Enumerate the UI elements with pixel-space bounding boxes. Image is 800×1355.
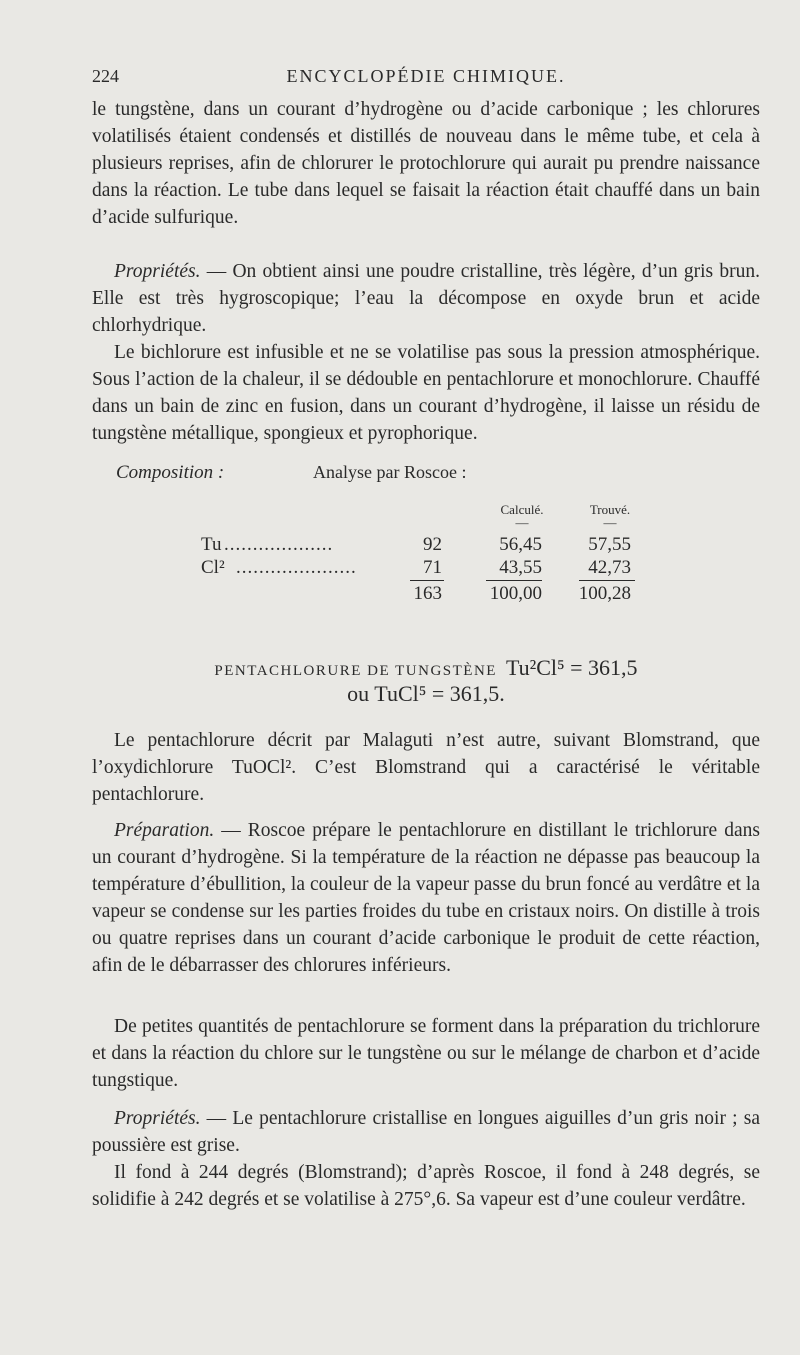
paragraph-properties-pentachloride [92, 1105, 760, 1159]
column-header-found: Trouvé. [589, 502, 631, 517]
column-dash: — [515, 515, 529, 530]
total-value: 163 [413, 583, 442, 604]
total-rule [579, 580, 635, 581]
paragraph-text: — Le pentachlorure cristallise en longues aiguilles d’un gris noir ; sa poussière est grise. [92, 1108, 760, 1156]
analysis-title: Analyse par Roscoe : [313, 462, 467, 482]
section-alt-formula: ou TuCl⁵ = 361,5. [347, 681, 505, 706]
section-formula: Tu²Cl⁵ = 361,5 [505, 655, 638, 680]
paragraph-small-quantities: De petites quantités de pentachlorure se forment dans la préparation du trichlorure et dans la réaction du chlore sur le tungstène ou sur le mélange de charbon et d’acide tungstique. [92, 1016, 760, 1091]
calculated-value: 56,45 [499, 534, 542, 555]
paragraph-preparation [92, 817, 760, 979]
section-title [92, 655, 760, 681]
leader-dots: ................... [224, 534, 334, 555]
section-title-name: PENTACHLORURE DE TUNGSTÈNE [214, 663, 497, 679]
leader-dots: ..................... [236, 557, 357, 578]
total-rule [486, 580, 542, 581]
element-name: Tu [201, 534, 222, 555]
paragraph-text: — Roscoe prépare le pentachlorure en distillant le trichlorure dans un courant d’hydrogène. Si la température de la réaction ne dépasse pas beaucoup la température d’ébullition, la couleur de la vapeur passe du brun foncé au verdâtre et la vapeur se condense sur les parties froides du tube en cristaux noirs. On distille à trois ou quatre reprises dans un courant d’acide carbonique le produit de cette réaction, afin de le débarrasser des chlorures inférieurs. [92, 820, 760, 976]
paragraph-properties-bichloride [92, 258, 760, 339]
paragraph-lead: Propriétés. [114, 261, 201, 282]
column-dash: — [603, 515, 617, 530]
total-found: 100,28 [578, 583, 631, 604]
running-title: ENCYCLOPÉDIE CHIMIQUE. [286, 66, 566, 86]
calculated-value: 43,55 [499, 557, 542, 578]
paragraph-bichloride-behavior: Le bichlorure est infusible et ne se volatilise pas sous la pression atmosphérique. Sous l’action de la chaleur, il se dédouble en pentachlorure et monochlorure. Chauffé dans un bain de zinc en fusion, dans un courant d’hydrogène, il laisse un résidu de tungstène métallique, spongieux et pyrophorique. [92, 342, 760, 444]
found-value: 57,55 [588, 534, 631, 555]
atomic-value: 71 [423, 557, 442, 578]
total-rule [410, 580, 444, 581]
paragraph-melting-point: Il fond à 244 degrés (Blomstrand); d’après Roscoe, il fond à 248 degrés, se solidifie à 242 degrés et se volatilise à 275°,6. Sa vapeur est d’une couleur verdâtre. [92, 1162, 760, 1210]
column-header-calculated: Calculé. [500, 502, 544, 517]
section-subformula-line [92, 681, 760, 707]
found-value: 42,73 [588, 557, 631, 578]
page-header [92, 66, 760, 92]
paragraph-text: — On obtient ainsi une poudre cristalline, très légère, d’un gris brun. Elle est très hygroscopique; l’eau la décompose en oxyde brun et acide chlorhydrique. [92, 261, 760, 336]
total-calculated: 100,00 [489, 583, 542, 604]
paragraph-pentachloride-intro: Le pentachlorure décrit par Malaguti n’est autre, suivant Blomstrand, que l’oxydichlorure TuOCl². C’est Blomstrand qui a caractérisé le véritable pentachlorure. [92, 730, 760, 805]
paragraph-preparation-continued: le tungstène, dans un courant d’hydrogène ou d’acide carbonique ; les chlorures volatilisés étaient condensés et distillés de nouveau dans le même tube, et cela à plusieurs reprises, afin de chlorurer le protochlorure qui aurait pu prendre naissance dans la réaction. Le tube dans lequel se faisait la réaction était chauffé dans un bain d’acide sulfurique. [92, 99, 760, 228]
page-number: 224 [92, 66, 119, 86]
paragraph-lead: Propriétés. [114, 1108, 201, 1129]
paragraph-lead: Préparation. [114, 820, 215, 841]
atomic-value: 92 [423, 534, 442, 555]
element-name: Cl² [201, 557, 225, 578]
composition-label: Composition : [116, 462, 225, 483]
